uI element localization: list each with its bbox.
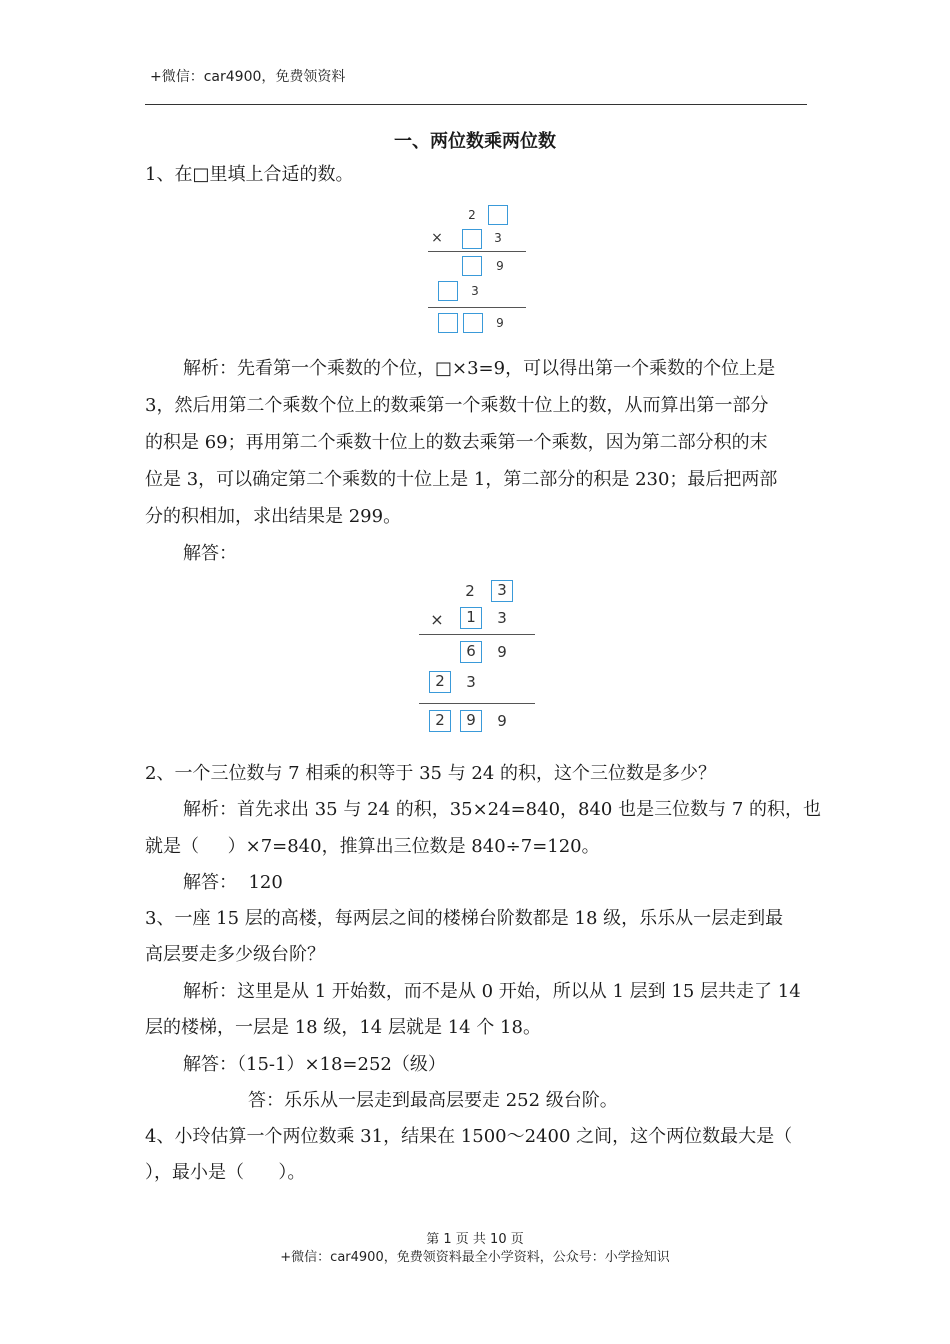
question-3: 3、一座 15 层的高楼，每两层之间的楼梯台阶数都是 18 级，乐乐从一层走到最: [145, 908, 784, 929]
times-sign: ×: [431, 230, 443, 246]
digit: 3: [466, 673, 476, 691]
digit: 9: [496, 316, 504, 330]
digit: 2: [465, 582, 475, 600]
blank-box: [488, 205, 508, 225]
answer-box: 6: [460, 641, 482, 663]
rule-line: [419, 703, 535, 704]
blank-box: [462, 229, 482, 249]
times-sign: ×: [430, 610, 444, 629]
blank-box: [438, 281, 458, 301]
answer-box: 3: [491, 580, 513, 602]
page-number: 第 1 页 共 10 页: [426, 1232, 524, 1247]
analysis-line: 解析：首先求出 35 与 24 的积，35×24=840，840 也是三位数与 7 的积，也: [183, 799, 821, 820]
analysis-line: 就是（ ）×7=840，推算出三位数是 840÷7=120。: [145, 836, 600, 857]
digit: 9: [496, 259, 504, 273]
analysis-line: 层的楼梯，一层是 18 级，14 层就是 14 个 18。: [145, 1017, 541, 1038]
question-4: 4、小玲估算一个两位数乘 31，结果在 1500～2400 之间，这个两位数最大是（: [145, 1126, 793, 1147]
analysis-line: 位是 3，可以确定第二个乘数的十位上是 1，第二部分的积是 230；最后把两部: [145, 469, 778, 490]
digit: 2: [468, 208, 476, 222]
rule-line: [428, 251, 526, 252]
analysis-line: 3，然后用第二个乘数个位上的数乘第一个乘数十位上的数，从而算出第一部分: [145, 395, 769, 416]
footer-note: +微信：car4900，免费领资料最全小学资料，公众号：小学捡知识: [280, 1250, 670, 1265]
analysis-line: 的积是 69；再用第二个乘数十位上的数去乘第一个乘数，因为第二部分积的末: [145, 432, 768, 453]
answer-line: 解答： 120: [183, 872, 283, 893]
rule-line: [419, 634, 535, 635]
digit: 3: [497, 609, 507, 627]
answer-box: 9: [460, 710, 482, 732]
page-title: 一、两位数乘两位数: [394, 131, 556, 152]
blank-box: [438, 313, 458, 333]
answer-box: 1: [460, 607, 482, 629]
header-divider: [145, 104, 807, 105]
question-2: 2、一个三位数与 7 相乘的积等于 35 与 24 的积，这个三位数是多少？: [145, 763, 717, 784]
digit: 9: [497, 712, 507, 730]
answer-line: 解答：（15-1）×18=252（级）: [183, 1054, 446, 1075]
blank-box: [462, 256, 482, 276]
digit: 3: [494, 231, 502, 245]
answer-label: 解答：: [183, 543, 237, 564]
analysis-line: 解析：先看第一个乘数的个位，□×3=9，可以得出第一个乘数的个位上是: [183, 358, 776, 379]
answer-box: 2: [429, 671, 451, 693]
analysis-line: 分的积相加，求出结果是 299。: [145, 506, 402, 527]
question-1: 1、在□里填上合适的数。: [145, 164, 354, 185]
rule-line: [428, 307, 526, 308]
question-3-cont: 高层要走多少级台阶？: [145, 944, 325, 965]
analysis-line: 解析：这里是从 1 开始数，而不是从 0 开始，所以从 1 层到 15 层共走了 14: [183, 981, 801, 1002]
header-text: +微信：car4900，免费领资料: [150, 69, 346, 85]
answer-box: 2: [429, 710, 451, 732]
conclusion-line: 答：乐乐从一层走到最高层要走 252 级台阶。: [248, 1090, 618, 1111]
digit: 3: [471, 284, 479, 298]
blank-box: [463, 313, 483, 333]
question-4-cont: ），最小是（ ）。: [145, 1162, 306, 1183]
digit: 9: [497, 643, 507, 661]
